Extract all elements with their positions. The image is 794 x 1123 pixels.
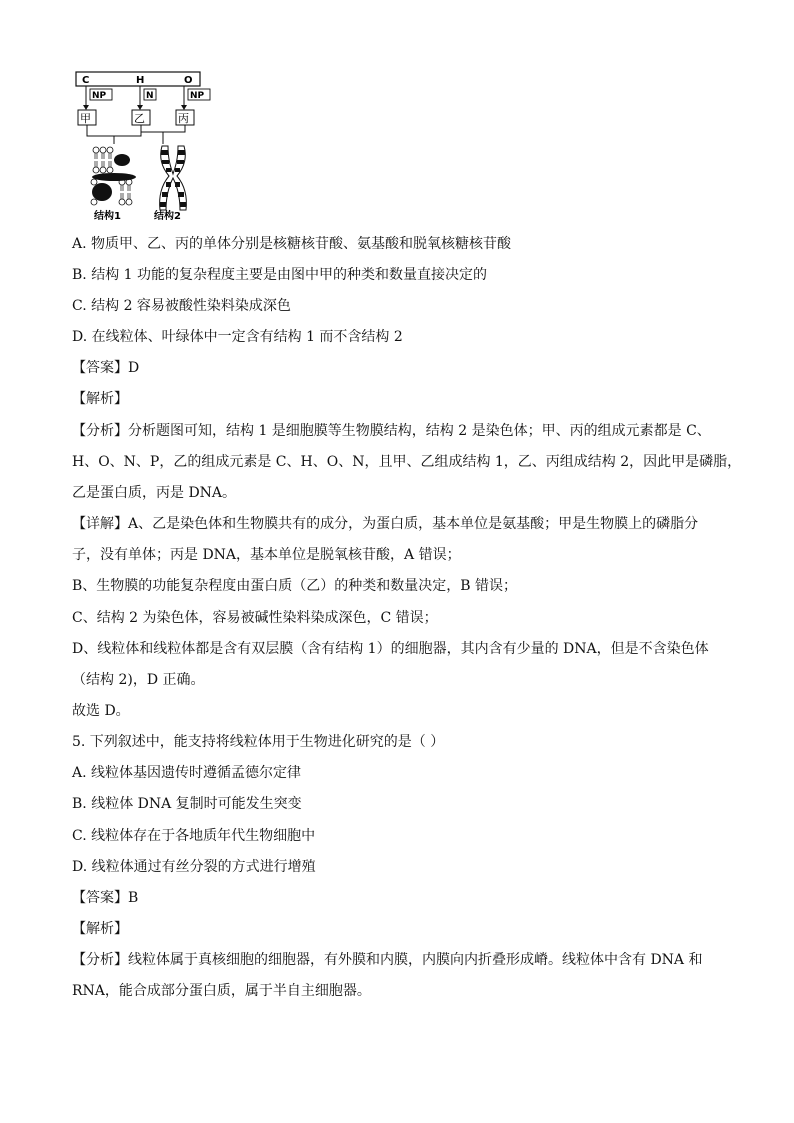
np-label-left: NP [92,91,107,101]
substance-jia: 甲 [80,112,91,125]
q4-option-b: B. 结构 1 功能的复杂程度主要是由图中甲的种类和数量直接决定的 [72,267,487,283]
element-o: O [184,75,193,86]
answer-tag: 【答案】 [72,360,128,376]
q5-option-c: C. 线粒体存在于各地质年代生物细胞中 [72,828,316,844]
q4-option-c: C. 结构 2 容易被酸性染料染成深色 [72,298,291,314]
q4-xiangjie-line-4: C、结构 2 为染色体，容易被碱性染料染成深色，C 错误； [72,610,438,626]
substance-yi: 乙 [134,112,145,125]
q5-fenxi-line-1 [72,950,732,970]
q4-fenxi-line-3: 乙是蛋白质，丙是 DNA。 [72,485,237,501]
xiangjie-tag: 【详解】 [72,516,128,532]
q5-answer [72,888,732,908]
q5-option-d: D. 线粒体通过有丝分裂的方式进行增殖 [72,859,316,875]
np-label-right: NP [190,91,205,101]
xiangjie-text: A、乙是染色体和生物膜共有的成分，为蛋白质，基本单位是氨基酸；甲是生物膜上的磷脂分 [128,516,699,532]
fenxi-tag: 【分析】 [72,423,128,439]
q4-xiangjie-line-6: （结构 2)，D 正确。 [72,672,205,688]
q4-xiangjie-line-2: 子，没有单体；丙是 DNA，基本单位是脱氧核苷酸，A 错误； [72,547,461,563]
fenxi-text: 分析题图可知，结构 1 是细胞膜等生物膜结构，结构 2 是染色体；甲、丙的组成元素都是 C、 [128,423,711,439]
fenxi-tag-q5: 【分析】 [72,952,128,968]
q4-xiangjie-line-5: D、线粒体和线粒体都是含有双层膜（含有结构 1）的细胞器，其内含有少量的 DNA，但是不含染色体 [72,641,709,657]
element-h: H [136,75,145,86]
q4-conclusion: 故选 D。 [72,703,130,719]
q4-answer [72,358,732,378]
element-c: C [82,75,90,86]
q4-option-d: D. 在线粒体、叶绿体中一定含有结构 1 而不含结构 2 [72,329,403,345]
q4-option-a: A. 物质甲、乙、丙的单体分别是核糖核苷酸、氨基酸和脱氧核糖核苷酸 [72,236,512,252]
answer-value: D [128,360,140,376]
q4-fenxi-line-2: H、O、N、P，乙的组成元素是 C、H、O、N，且甲、乙组成结构 1，乙、丙组成结构 2，因此甲是磷脂， [72,454,742,470]
structure1-label: 结构1 [94,211,121,222]
answer-tag-q5: 【答案】 [72,890,128,906]
q5-stem: 5. 下列叙述中，能支持将线粒体用于生物进化研究的是（ ） [72,734,445,750]
q5-option-b: B. 线粒体 DNA 复制时可能发生突变 [72,796,302,812]
q5-analysis-tag: 【解析】 [72,921,128,937]
chromosome-drawing [160,146,187,210]
membrane-drawing [91,147,136,205]
q4-analysis-tag: 【解析】 [72,391,128,407]
q4-fenxi-line-1 [72,421,732,441]
fenxi-text-q5: 线粒体属于真核细胞的细胞器，有外膜和内膜，内膜向内折叠形成嵴。线粒体中含有 DNA 和 [128,952,703,968]
substance-bing: 丙 [178,112,189,125]
q5-option-a: A. 线粒体基因遗传时遵循孟德尔定律 [72,765,302,781]
answer-value-q5: B [128,890,139,906]
structure2-label: 结构2 [154,211,181,222]
structure-diagram [74,70,214,222]
q4-xiangjie-line-1 [72,514,732,534]
q4-xiangjie-line-3: B、生物膜的功能复杂程度由蛋白质（乙）的种类和数量决定，B 错误； [72,578,518,594]
q5-fenxi-line-2: RNA，能合成部分蛋白质，属于半自主细胞器。 [72,983,371,999]
n-label: N [146,91,154,101]
